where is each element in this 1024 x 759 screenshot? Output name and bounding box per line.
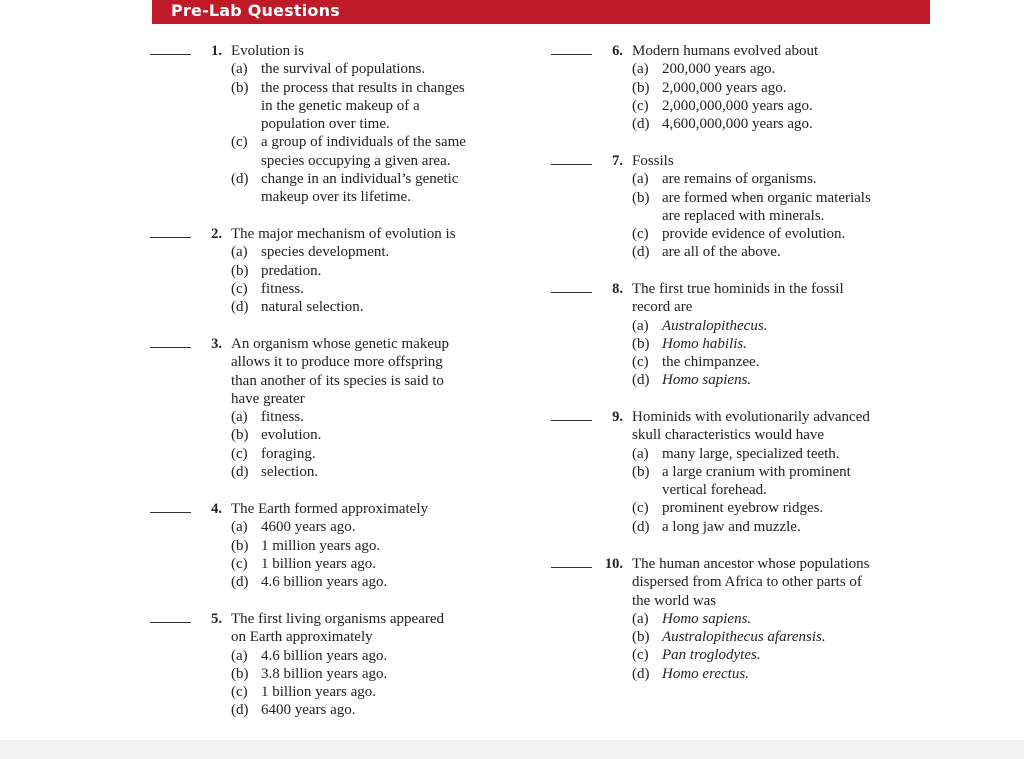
answer-option xyxy=(632,445,932,463)
option-label: (b) xyxy=(632,335,650,352)
answer-option xyxy=(231,647,531,665)
option-label: (b) xyxy=(231,427,249,444)
question-body xyxy=(632,408,932,536)
option-text: 2,000,000,000 years ago. xyxy=(662,97,813,114)
answer-option xyxy=(632,499,932,517)
option-label: (c) xyxy=(632,354,649,371)
section-header xyxy=(152,0,930,24)
answer-blank[interactable] xyxy=(150,512,191,513)
answer-option xyxy=(632,463,932,500)
answer-option xyxy=(632,518,932,536)
option-text: Australopithecus afarensis. xyxy=(662,629,826,646)
option-text: species development. xyxy=(261,244,390,261)
answer-option xyxy=(231,573,531,591)
option-text: provide evidence of evolution. xyxy=(662,226,846,243)
answer-blank[interactable] xyxy=(551,164,592,165)
answer-option xyxy=(231,426,531,444)
answer-option xyxy=(231,280,531,298)
option-label: (b) xyxy=(231,665,249,682)
answer-option xyxy=(632,170,932,188)
question-number: 7. xyxy=(612,153,623,169)
answer-option xyxy=(231,170,531,207)
question-number: 6. xyxy=(612,43,623,59)
answer-option xyxy=(632,628,932,646)
question-number: 1. xyxy=(211,43,222,59)
answer-blank[interactable] xyxy=(150,347,191,348)
question-body xyxy=(231,42,531,207)
option-label: (d) xyxy=(231,299,249,316)
answer-option xyxy=(632,79,932,97)
option-text: natural selection. xyxy=(261,299,364,316)
option-label: (c) xyxy=(231,445,248,462)
option-text: 6400 years ago. xyxy=(261,702,356,719)
answer-option xyxy=(632,317,932,335)
question-stem: Evolution is xyxy=(231,43,304,59)
question-stem: An organism whose genetic makeup allows it to produce more offspring than another of its species is said to have greater xyxy=(231,336,450,407)
option-text: Homo sapiens. xyxy=(662,372,752,389)
question-number: 4. xyxy=(211,501,222,517)
answer-option xyxy=(231,463,531,481)
page-bottom-margin xyxy=(0,740,1024,759)
option-label: (c) xyxy=(632,647,649,664)
option-text: Homo habilis. xyxy=(662,335,748,352)
option-label: (c) xyxy=(231,280,248,297)
option-label: (b) xyxy=(632,79,650,96)
answer-option xyxy=(231,133,531,170)
question-stem: The major mechanism of evolution is xyxy=(231,226,456,242)
answer-option xyxy=(632,60,932,78)
question-number: 8. xyxy=(612,281,623,297)
option-text: a group of individuals of the same species occupying a given area. xyxy=(261,134,466,169)
option-label: (d) xyxy=(231,702,249,719)
question-stem: Modern humans evolved about xyxy=(632,43,819,59)
option-label: (a) xyxy=(231,409,248,426)
option-label: (c) xyxy=(231,134,248,151)
question-stem: The first true hominids in the fossil record are xyxy=(632,281,844,316)
section-title: Pre-Lab Questions xyxy=(171,1,340,20)
question-body xyxy=(632,555,932,683)
option-text: 4,600,000,000 years ago. xyxy=(662,116,813,133)
answer-blank[interactable] xyxy=(551,567,592,568)
option-label: (a) xyxy=(632,317,649,334)
option-text: 4.6 billion years ago. xyxy=(261,647,388,664)
answer-option xyxy=(231,408,531,426)
answer-option xyxy=(632,115,932,133)
option-label: (b) xyxy=(231,262,249,279)
option-text: are formed when organic materials are replaced with minerals. xyxy=(662,189,871,224)
option-text: 1 billion years ago. xyxy=(261,555,376,572)
answer-option xyxy=(231,79,531,134)
answer-option xyxy=(632,243,932,261)
option-text: 4600 years ago. xyxy=(261,519,356,536)
answer-option xyxy=(231,537,531,555)
option-text: Homo sapiens. xyxy=(662,610,752,627)
option-label: (b) xyxy=(231,537,249,554)
option-label: (a) xyxy=(231,244,248,261)
option-label: (a) xyxy=(632,171,649,188)
answer-blank[interactable] xyxy=(150,237,191,238)
option-label: (b) xyxy=(632,189,650,206)
option-text: change in an individual’s genetic makeup over its lifetime. xyxy=(261,171,459,206)
question-number: 10. xyxy=(604,556,623,572)
question-number: 9. xyxy=(612,409,623,425)
question-body xyxy=(632,152,932,262)
option-label: (a) xyxy=(632,610,649,627)
option-label: (d) xyxy=(632,116,650,133)
option-text: 200,000 years ago. xyxy=(662,61,776,78)
option-text: predation. xyxy=(261,262,322,279)
question-stem: Hominids with evolutionarily advanced skull characteristics would have xyxy=(632,409,870,444)
option-label: (d) xyxy=(231,464,249,481)
answer-option xyxy=(632,610,932,628)
answer-blank[interactable] xyxy=(150,622,191,623)
answer-option xyxy=(632,665,932,683)
option-text: the survival of populations. xyxy=(261,61,426,78)
answer-option xyxy=(632,353,932,371)
question-stem: The Earth formed approximately xyxy=(231,501,429,517)
answer-option xyxy=(632,189,932,226)
option-text: are all of the above. xyxy=(662,244,781,261)
question-number: 3. xyxy=(211,336,222,352)
question-number: 2. xyxy=(211,226,222,242)
answer-option xyxy=(632,225,932,243)
option-label: (c) xyxy=(231,684,248,701)
question-stem: The first living organisms appeared on Earth approximately xyxy=(231,611,445,646)
option-text: evolution. xyxy=(261,427,322,444)
question-body xyxy=(231,335,531,481)
answer-option xyxy=(231,518,531,536)
option-label: (d) xyxy=(231,171,249,188)
answer-blank[interactable] xyxy=(551,420,592,421)
option-text: 3.8 billion years ago. xyxy=(261,665,388,682)
answer-option xyxy=(231,60,531,78)
option-label: (b) xyxy=(632,463,650,480)
answer-option xyxy=(632,646,932,664)
option-label: (a) xyxy=(231,519,248,536)
option-label: (c) xyxy=(632,500,649,517)
question-body xyxy=(632,280,932,390)
answer-option xyxy=(231,683,531,701)
question-number: 5. xyxy=(211,611,222,627)
option-text: 1 billion years ago. xyxy=(261,684,376,701)
option-text: Homo erectus. xyxy=(662,665,749,682)
answer-option xyxy=(231,665,531,683)
option-label: (d) xyxy=(632,372,650,389)
question-body xyxy=(231,500,531,591)
answer-option xyxy=(632,335,932,353)
option-text: fitness. xyxy=(261,409,304,426)
answer-blank[interactable] xyxy=(150,54,191,55)
answer-option xyxy=(632,371,932,389)
option-text: a large cranium with prominent vertical forehead. xyxy=(662,463,851,499)
option-text: 4.6 billion years ago. xyxy=(261,574,388,591)
option-label: (a) xyxy=(231,647,248,664)
option-text: selection. xyxy=(261,464,319,481)
question-stem: The human ancestor whose populations dispersed from Africa to other parts of the world was xyxy=(632,556,870,609)
answer-option xyxy=(231,701,531,719)
option-label: (c) xyxy=(231,555,248,572)
option-label: (d) xyxy=(632,665,650,682)
answer-option xyxy=(231,262,531,280)
question-body xyxy=(231,610,531,720)
answer-option xyxy=(632,97,932,115)
option-text: foraging. xyxy=(261,445,316,462)
option-text: many large, specialized teeth. xyxy=(662,445,840,462)
option-label: (c) xyxy=(632,97,649,114)
option-text: 1 million years ago. xyxy=(261,537,381,554)
option-label: (c) xyxy=(632,226,649,243)
question-body xyxy=(231,225,531,316)
answer-option xyxy=(231,555,531,573)
answer-option xyxy=(231,243,531,261)
option-label: (b) xyxy=(632,629,650,646)
option-text: Australopithecus. xyxy=(662,317,768,334)
option-text: 2,000,000 years ago. xyxy=(662,79,787,96)
option-label: (a) xyxy=(632,445,649,462)
option-label: (d) xyxy=(231,574,249,591)
option-text: are remains of organisms. xyxy=(662,171,817,188)
question-body xyxy=(632,42,932,133)
option-label: (d) xyxy=(632,518,650,535)
question-stem: Fossils xyxy=(632,153,674,169)
option-label: (a) xyxy=(231,61,248,78)
option-text: a long jaw and muzzle. xyxy=(662,518,801,535)
option-label: (b) xyxy=(231,79,249,96)
option-label: (a) xyxy=(632,61,649,78)
answer-option xyxy=(231,298,531,316)
option-text: Pan troglodytes. xyxy=(662,647,761,664)
option-text: the process that results in changes in the genetic makeup of a population over time. xyxy=(261,79,465,133)
answer-blank[interactable] xyxy=(551,54,592,55)
option-text: fitness. xyxy=(261,280,304,297)
answer-blank[interactable] xyxy=(551,292,592,293)
option-label: (d) xyxy=(632,244,650,261)
answer-option xyxy=(231,445,531,463)
option-text: the chimpanzee. xyxy=(662,354,760,371)
option-text: prominent eyebrow ridges. xyxy=(662,500,824,517)
